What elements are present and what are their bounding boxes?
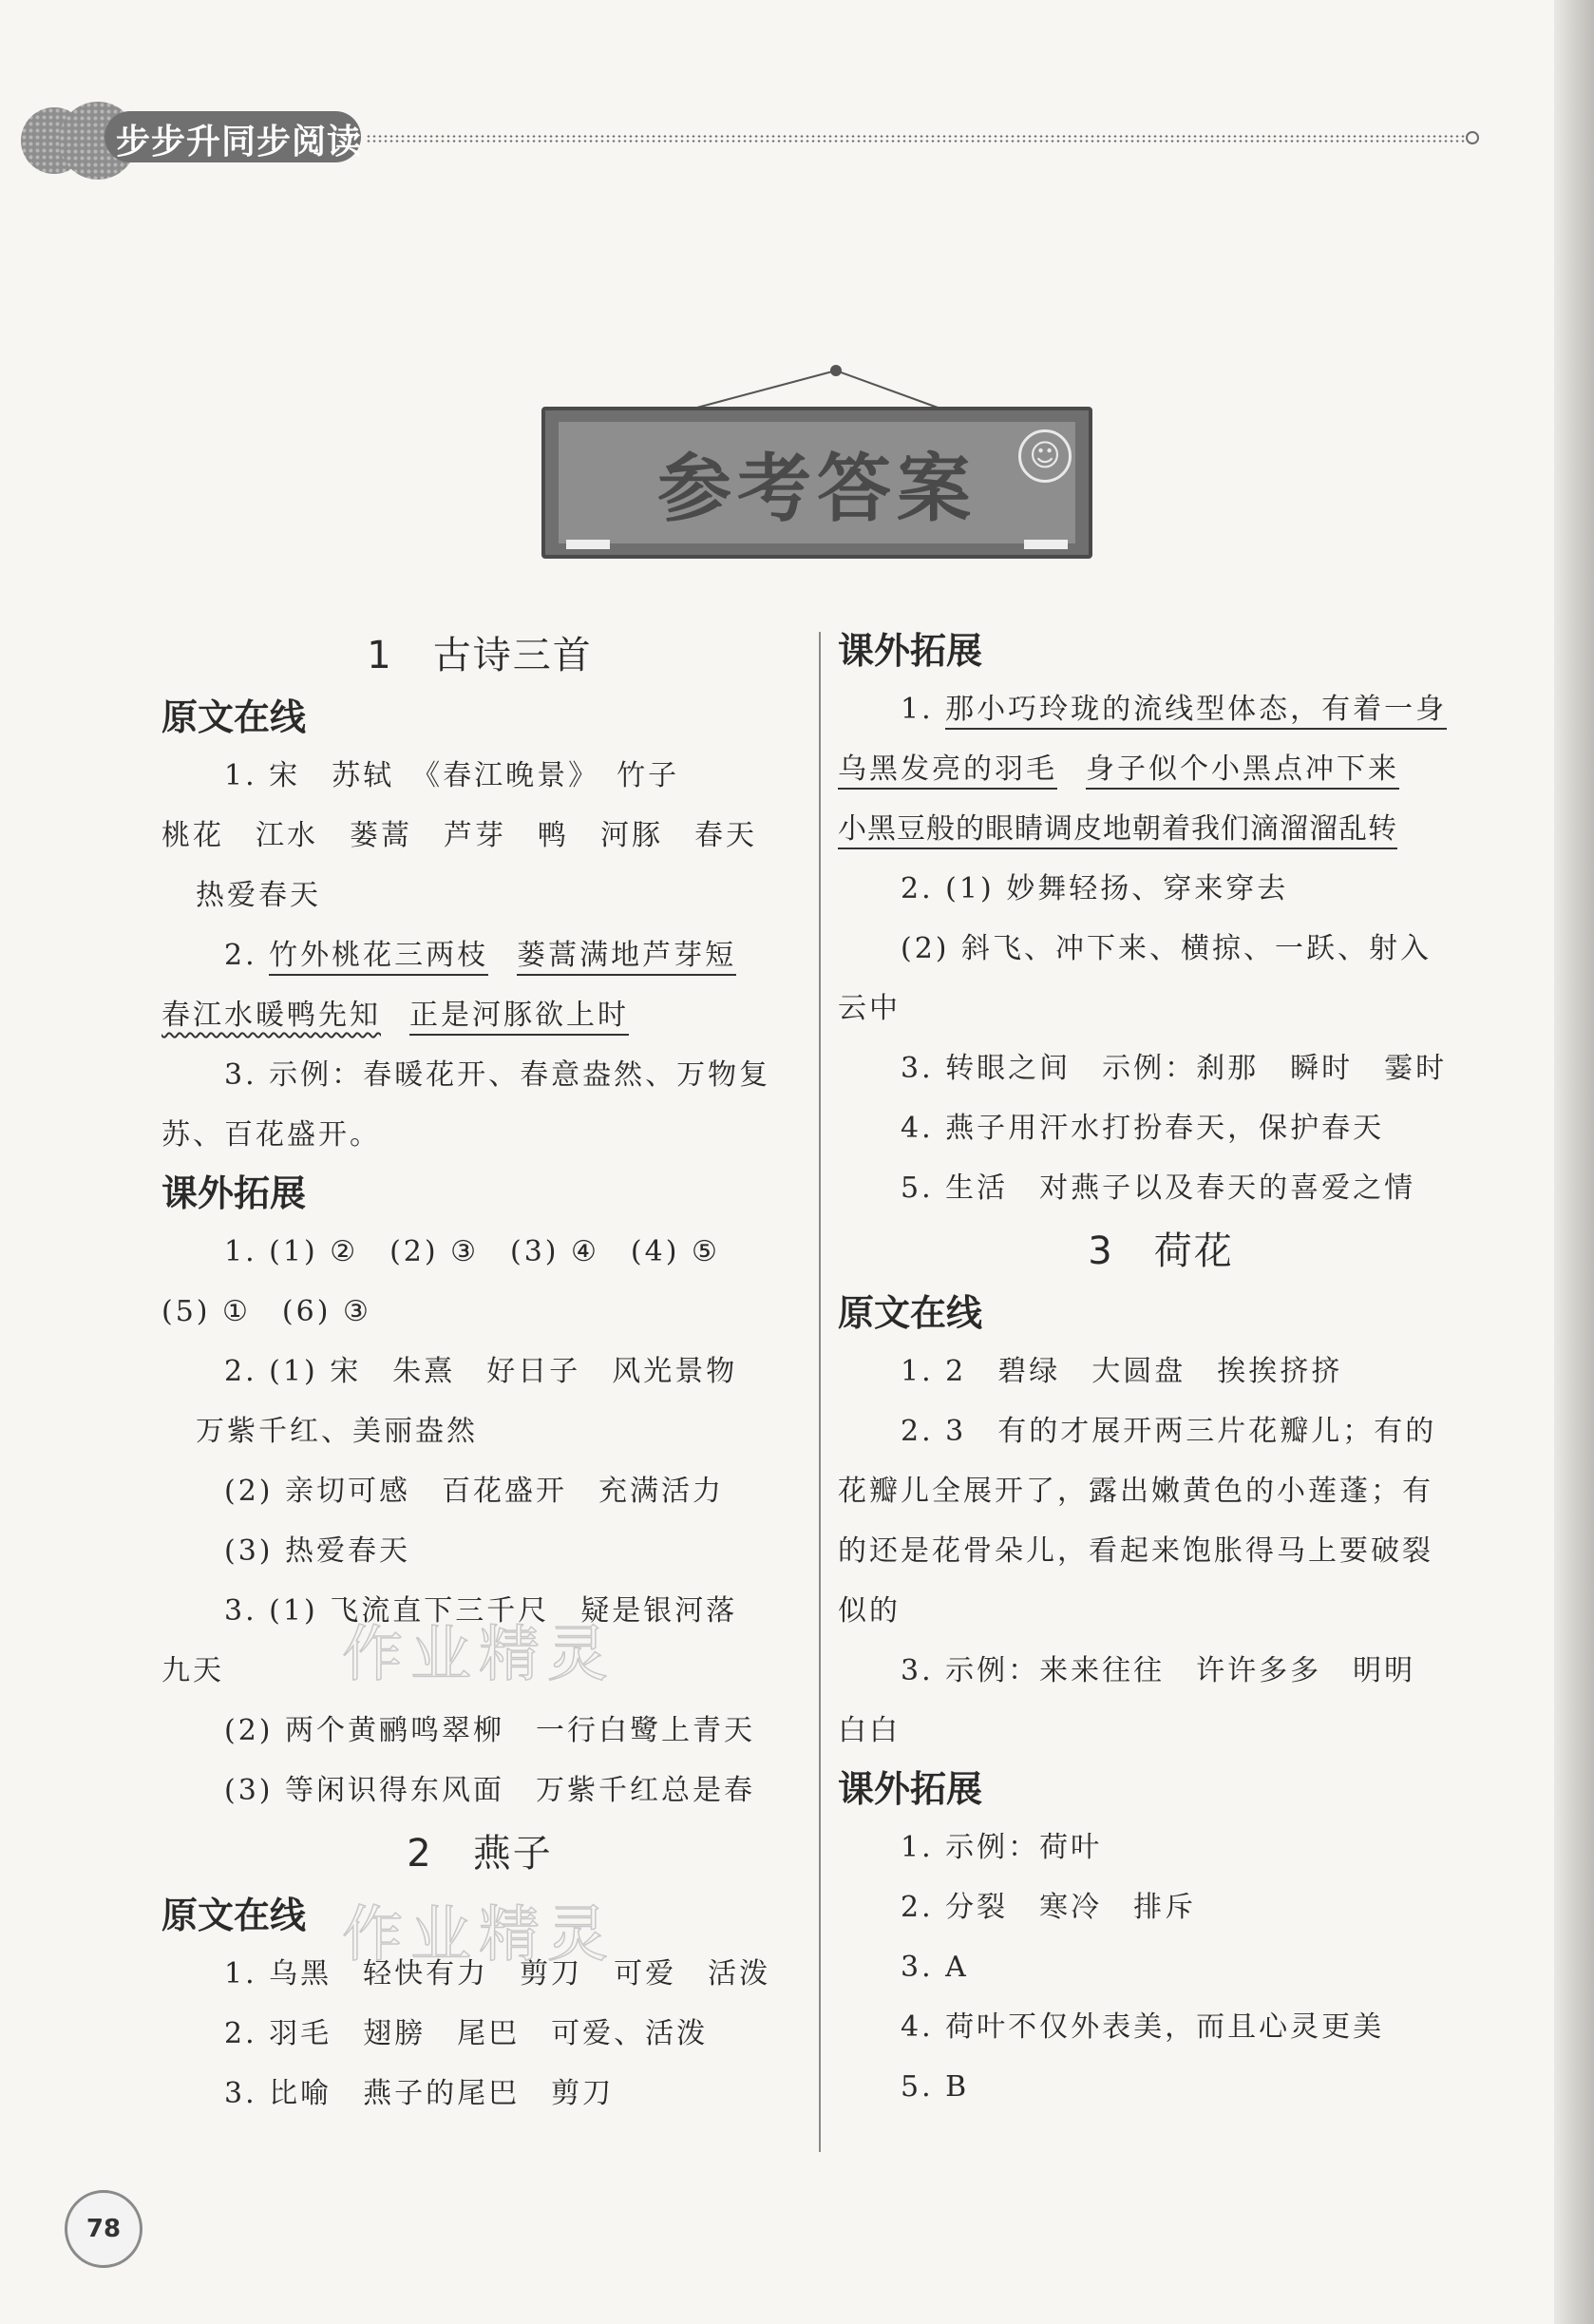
subsection-title: 课外拓展 xyxy=(838,1768,983,1810)
answer-line: 3. (1) 飞流直下三千尺 疑是银河落 xyxy=(224,1594,738,1628)
answer-line: 1. 示例：荷叶 xyxy=(901,1831,1103,1864)
answer-line: 似的 xyxy=(838,1594,901,1628)
answer-line: 4. 燕子用汗水打扮春天，保护春天 xyxy=(901,1112,1385,1145)
answer-line: 3. 转眼之间 示例：刹那 瞬时 霎时 xyxy=(901,1052,1448,1085)
answer-line: (3) 热爱春天 xyxy=(224,1534,411,1568)
answer-line: 2. 竹外桃花三两枝 蒌蒿满地芦芽短 xyxy=(161,925,798,985)
answer-line: (2) 亲切可感 百花盛开 充满活力 xyxy=(224,1475,725,1508)
answer-line: 3. 示例：来来往往 许许多多 明明 xyxy=(901,1654,1416,1687)
subsection-title: 课外拓展 xyxy=(838,630,983,672)
answer-line: (5) ① (6) ③ xyxy=(161,1295,371,1328)
answer-line xyxy=(161,985,798,1045)
answer-line: 4. 荷叶不仅外表美，而且心灵更美 xyxy=(901,2010,1385,2044)
answer-line: (2) 两个黄鹂鸣翠柳 一行白鹭上青天 xyxy=(224,1714,756,1747)
answer-line xyxy=(838,739,1484,799)
watermark: 作业精灵 xyxy=(342,1620,616,1690)
column-divider xyxy=(819,632,821,2152)
answer-line: 苏、百花盛开。 xyxy=(161,1118,381,1152)
subsection-title: 原文在线 xyxy=(838,1292,983,1334)
chalk-icon xyxy=(566,540,610,549)
answer-line: (3) 等闲识得东风面 万紫千红总是春 xyxy=(224,1774,756,1807)
subsection-title: 原文在线 xyxy=(161,696,307,738)
underlined-answer: 身子似个小黑点冲下来 xyxy=(1086,752,1399,790)
answer-line: 1. 乌黑 轻快有力 剪刀 可爱 活泼 xyxy=(224,1957,771,1991)
answer-line: 5. B xyxy=(901,2070,970,2104)
underlined-answer: 正是河豚欲上时 xyxy=(409,999,629,1036)
answer-line: 2. 分裂 寒冷 排斥 xyxy=(901,1891,1197,1924)
answer-line: 2. (1) 妙舞轻扬、穿来穿去 xyxy=(901,872,1289,905)
answer-line: (2) 斜飞、冲下来、横掠、一跃、射入 xyxy=(901,932,1433,965)
answer-line xyxy=(838,799,1484,859)
underlined-answer: 那小巧玲珑的流线型体态，有着一身 xyxy=(945,693,1447,730)
answer-line: 热爱春天 xyxy=(196,879,321,912)
underlined-answer: 乌黑发亮的羽毛 xyxy=(838,752,1057,790)
answer-line: 桃花 江水 蒌蒿 芦芽 鸭 河豚 春天 xyxy=(161,819,757,852)
answer-line: 九天 xyxy=(161,1654,224,1687)
section-title: 3 荷花 xyxy=(1088,1229,1234,1273)
answer-line: 3. 比喻 燕子的尾巴 剪刀 xyxy=(224,2077,615,2110)
wavy-underlined-answer: 春江水暖鸭先知 xyxy=(161,999,381,1032)
answer-line: 2. 3 有的才展开两三片花瓣儿；有的 xyxy=(901,1415,1437,1448)
smiley-icon: ☺ xyxy=(1018,429,1072,483)
answer-line: 万紫千红、美丽盎然 xyxy=(196,1415,478,1448)
answer-line: 2. 羽毛 翅膀 尾巴 可爱、活泼 xyxy=(224,2017,709,2050)
underlined-answer: 竹外桃花三两枝 xyxy=(269,939,488,976)
nail-icon xyxy=(830,365,842,376)
subsection-title: 原文在线 xyxy=(161,1895,307,1936)
underlined-answer: 蒌蒿满地芦芽短 xyxy=(517,939,736,976)
underlined-answer: 小黑豆般的眼睛调皮地朝着我们滴溜溜乱转 xyxy=(838,812,1397,849)
subsection-title: 课外拓展 xyxy=(161,1172,307,1214)
answer-line: 白白 xyxy=(838,1714,901,1747)
header-title: 步步升同步阅读 xyxy=(116,123,363,162)
answer-line: 的还是花骨朵儿，看起来饱胀得马上要破裂 xyxy=(838,1534,1433,1568)
answer-line: 1. 那小巧玲珑的流线型体态，有着一身 xyxy=(838,679,1484,739)
board-title: 参考答案 xyxy=(656,447,977,532)
page-number: 78 xyxy=(65,2190,142,2268)
answer-line: 云中 xyxy=(838,992,901,1025)
answer-line: 1. 宋 苏轼 《春江晚景》 竹子 xyxy=(224,759,680,792)
answer-line: 2. (1) 宋 朱熹 好日子 风光景物 xyxy=(224,1355,738,1388)
right-column xyxy=(838,622,1484,2117)
answer-line: 3. A xyxy=(901,1951,969,1984)
answer-line: 1. (1) ② (2) ③ (3) ④ (4) ⑤ xyxy=(224,1235,720,1268)
section-title: 1 古诗三首 xyxy=(367,634,593,677)
answer-line: 1. 2 碧绿 大圆盘 挨挨挤挤 xyxy=(901,1355,1343,1388)
answer-board xyxy=(541,407,1092,559)
section-title: 2 燕子 xyxy=(407,1832,553,1876)
answer-line: 5. 生活 对燕子以及春天的喜爱之情 xyxy=(901,1172,1416,1205)
chalk-icon xyxy=(1024,540,1068,549)
answer-line: 3. 示例：春暖花开、春意盎然、万物复 xyxy=(224,1058,771,1092)
answer-line: 花瓣儿全展开了，露出嫩黄色的小莲蓬；有 xyxy=(838,1475,1433,1508)
watermark: 作业精灵 xyxy=(342,1900,616,1971)
